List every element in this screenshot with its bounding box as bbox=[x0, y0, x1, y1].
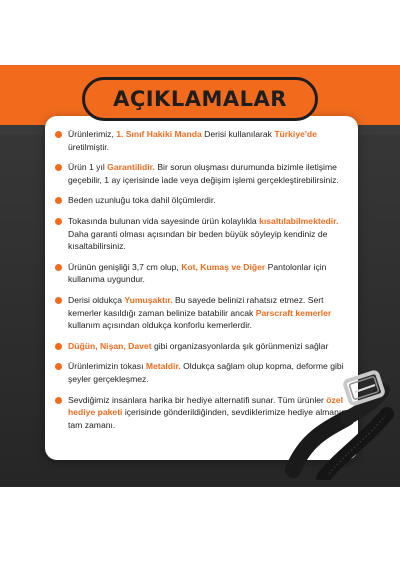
bullet-icon bbox=[55, 397, 62, 404]
highlight-text: özel hediye paketi bbox=[68, 394, 343, 418]
bullet-icon bbox=[55, 264, 62, 271]
body-text: içerisinde gönderildiğinden, sevdiklerimize hediye almanın tam zamanı. bbox=[68, 407, 347, 430]
list-item bbox=[55, 261, 353, 286]
body-text: Daha garanti olması açısından bir beden büyük söyleyip kendiniz de kısaltabilirsiniz. bbox=[68, 228, 328, 252]
list-item-text bbox=[68, 294, 353, 332]
list-item bbox=[55, 161, 353, 186]
highlight-text: Metaldir. bbox=[145, 361, 181, 372]
body-text: Derisi oldukça bbox=[68, 294, 125, 305]
list-item-text bbox=[68, 261, 353, 286]
body-text: Bu sayede belinizi rahatsız etmez. Sert kemerler kasıldığı zaman belinize batabilir ancak bbox=[68, 294, 324, 318]
list-item-text bbox=[68, 194, 353, 207]
list-item bbox=[55, 294, 353, 332]
body-text: üretilmiştir. bbox=[68, 141, 110, 152]
highlight-text: Kot, Kumaş ve Diğer bbox=[181, 261, 266, 272]
body-text: Pantolonlar için kullanıma uygundur. bbox=[68, 261, 327, 285]
body-text: kullanım açısından oldukça konforlu kemerlerdir. bbox=[68, 320, 252, 331]
belt-icon bbox=[285, 370, 395, 480]
body-text: Beden uzunluğu toka dahil ölçümlerdir. bbox=[68, 195, 216, 206]
body-text: Ürünlerimizin tokası bbox=[68, 361, 146, 372]
list-item-text bbox=[68, 128, 353, 153]
list-item-text bbox=[68, 215, 353, 253]
bullet-icon bbox=[55, 197, 62, 204]
bullet-icon bbox=[55, 343, 62, 350]
highlight-text: kısaltılabilmektedir. bbox=[259, 215, 339, 226]
page-title: AÇIKLAMALAR bbox=[113, 87, 287, 111]
bullet-icon bbox=[55, 164, 62, 171]
list-item bbox=[55, 194, 353, 207]
body-text: Derisi kullanılarak bbox=[201, 129, 275, 139]
body-text: Tokasında bulunan vida sayesinde ürün kolaylıkla bbox=[68, 215, 260, 226]
bullet-icon bbox=[55, 218, 62, 225]
body-text: Ürünün genişliği 3,7 cm olup, bbox=[68, 261, 182, 272]
list-item bbox=[55, 340, 353, 353]
list-item-text bbox=[68, 340, 353, 353]
body-text: Ürünlerimiz, bbox=[68, 129, 117, 139]
highlight-text: 1. Sınıf Hakiki Manda bbox=[116, 129, 202, 139]
bullet-icon bbox=[55, 363, 62, 370]
bullet-icon bbox=[55, 297, 62, 304]
body-text: Oldukça sağlam olup kopma, deforme gibi şeyler gerçekleşmez. bbox=[68, 361, 344, 384]
body-text: Bir sorun oluşması durumunda bizimle iletişime geçebilir, 1 ay içerisinde iade veya değişim işlemi gerçekleştirebilirsiniz. bbox=[68, 162, 339, 185]
body-text: Sevdiğimiz insanlara harika bir hediye alternatifi sunar. Tüm ürünler bbox=[68, 394, 327, 405]
highlight-text: Düğün, Nişan, Davet bbox=[68, 340, 152, 351]
bullet-icon bbox=[55, 131, 62, 138]
list-item bbox=[55, 215, 353, 253]
list-item bbox=[55, 128, 353, 153]
highlight-text: Garantilidir. bbox=[107, 162, 155, 173]
highlight-text: Türkiye'de bbox=[274, 129, 317, 139]
highlight-text: Yumuşaktır. bbox=[124, 294, 173, 305]
highlight-text: Parscraft kemerler bbox=[255, 307, 332, 318]
list-item-text bbox=[68, 161, 353, 186]
body-text: gibi organizasyonlarda şık görünmenizi sağlar bbox=[151, 340, 329, 351]
body-text: Ürün 1 yıl bbox=[68, 162, 108, 173]
title-banner bbox=[82, 77, 318, 121]
